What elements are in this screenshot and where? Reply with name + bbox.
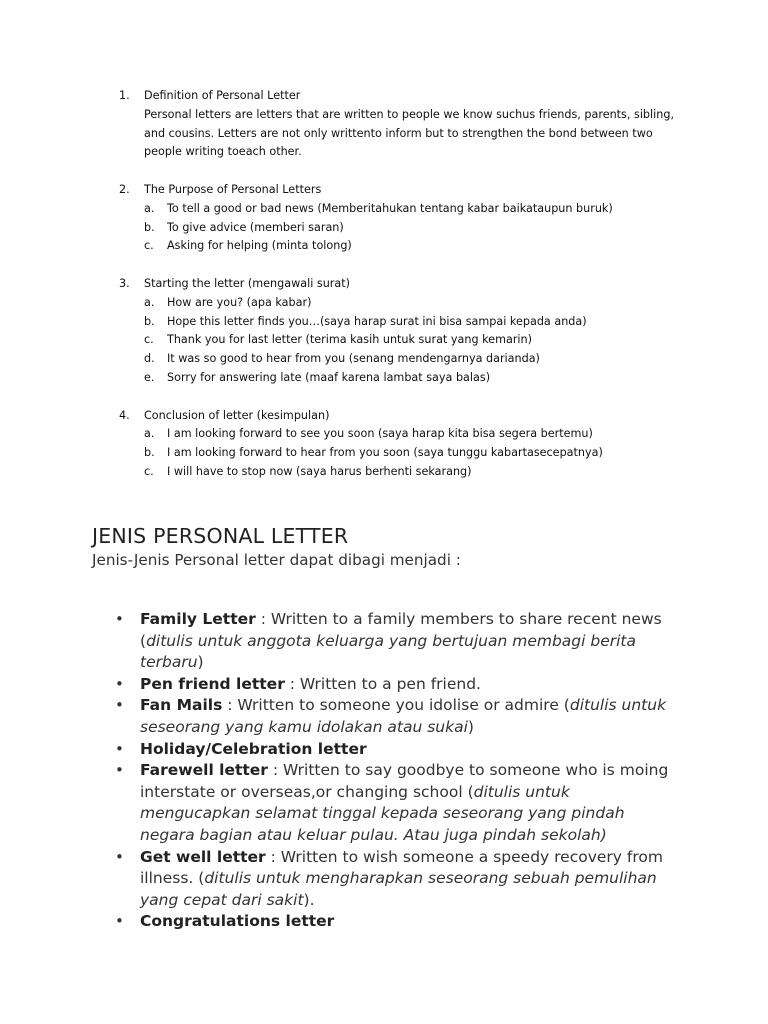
section-number: 2. <box>119 182 130 196</box>
list-item <box>144 237 679 256</box>
item-text: I am looking forward to see you soon (saya harap kita bisa segera bertemu) <box>167 427 593 441</box>
list-item <box>144 313 679 332</box>
list-item <box>144 350 679 369</box>
item-letter: a. <box>144 427 155 441</box>
section-starting <box>119 275 679 388</box>
bullet-label: Pen friend letter <box>140 674 285 693</box>
item-letter: c. <box>144 333 154 347</box>
bullet-desc: : Written to someone you idolise or admire ( <box>222 696 570 715</box>
bullet-end: ) <box>467 717 474 736</box>
bullet-icon: • <box>115 610 124 628</box>
section-heading: Definition of Personal Letter <box>144 89 301 102</box>
item-letter: e. <box>144 370 155 384</box>
item-text: I am looking forward to hear from you soon (saya tunggu kabartasecepatnya) <box>167 446 603 460</box>
list-item <box>144 200 679 219</box>
item-text: To give advice (memberi saran) <box>167 220 344 234</box>
section-number: 4. <box>119 408 130 422</box>
bullet-item-farewell-letter <box>113 760 673 846</box>
bullet-icon: • <box>115 696 124 715</box>
bullet-end: ) <box>197 653 204 672</box>
item-text: Asking for helping (minta tolong) <box>167 239 352 253</box>
item-text: Hope this letter finds you…(saya harap surat ini bisa sampai kepada anda) <box>167 314 587 328</box>
bullet-icon: • <box>115 674 124 693</box>
item-letter: b. <box>144 314 155 328</box>
item-letter: c. <box>144 239 154 253</box>
item-text: To tell a good or bad news (Memberitahukan tentang kabar baikataupun buruk) <box>167 201 613 215</box>
bullet-desc: : Written to a family members to share recent news ( <box>140 610 662 650</box>
item-text: How are you? (apa kabar) <box>167 295 312 309</box>
bullet-label: Get well letter <box>140 847 266 866</box>
page-subtitle: Jenis-Jenis Personal letter dapat dibagi menjadi : <box>92 551 461 569</box>
item-text: Sorry for answering late (maaf karena lambat saya balas) <box>167 370 491 384</box>
list-item <box>144 444 679 463</box>
bullet-label: Fan Mails <box>140 696 223 715</box>
section-body: Personal letters are letters that are written to people we know suchus friends, parents, sibling, and cousins. Letters are not only writtento inform but to strengthen the bond between two people writing toeach other. <box>144 107 674 159</box>
section-number: 3. <box>119 276 130 290</box>
bullet-italic: ditulis untuk seseorang yang kamu idolakan atau sukai <box>140 696 667 736</box>
section-purpose <box>119 181 679 256</box>
section-heading: The Purpose of Personal Letters <box>144 182 322 196</box>
numbered-list <box>119 87 679 501</box>
item-text: It was so good to hear from you (senang mendengarnya darianda) <box>167 352 540 366</box>
item-letter: a. <box>144 201 155 215</box>
bullet-icon: • <box>115 847 124 866</box>
bullet-item-pen-friend-letter <box>113 674 673 696</box>
bullet-item-family-letter <box>113 609 673 674</box>
section-heading: Conclusion of letter (kesimpulan) <box>144 408 330 422</box>
list-item <box>144 369 679 388</box>
item-letter: c. <box>144 464 154 478</box>
bullet-italic: ditulis untuk mengharapkan seseorang sebuah pemulihan yang cepat dari sakit <box>140 869 657 909</box>
item-letter: a. <box>144 295 155 309</box>
bullet-item-holiday-letter <box>113 739 673 761</box>
section-conclusion <box>119 407 679 482</box>
list-item <box>144 463 679 482</box>
bullet-icon: • <box>115 739 124 758</box>
bullet-label: Farewell letter <box>140 761 268 780</box>
bullet-italic: ditulis untuk mengucapkan selamat tinggal kepada seseorang yang pindah negara bagian atau keluar pulau. Atau juga pindah sekolah) <box>140 782 625 844</box>
item-letter: d. <box>144 352 155 366</box>
bullet-item-congratulations-letter <box>113 911 673 933</box>
item-text: Thank you for last letter (terima kasih untuk surat yang kemarin) <box>167 333 532 347</box>
bullet-end: ). <box>303 890 315 909</box>
bullet-label: Holiday/Celebration letter <box>140 739 367 758</box>
bullet-desc: : Written to say goodbye to someone who is moing interstate or overseas,or changing school ( <box>140 761 669 801</box>
list-item <box>144 425 679 444</box>
bullet-icon: • <box>115 761 124 780</box>
item-text: I will have to stop now (saya harus berhenti sekarang) <box>167 464 472 478</box>
bullet-item-get-well-letter <box>113 847 673 912</box>
section-heading: Starting the letter (mengawali surat) <box>144 276 351 290</box>
bullet-item-fan-mails <box>113 695 673 738</box>
bullet-label: Congratulations letter <box>140 912 335 931</box>
section-number: 1. <box>119 89 130 102</box>
item-letter: b. <box>144 220 155 234</box>
page-title: JENIS PERSONAL LETTER <box>92 524 349 548</box>
bullet-list <box>113 609 673 933</box>
list-item <box>144 219 679 238</box>
bullet-italic: ditulis untuk anggota keluarga yang bertujuan membagi berita terbaru <box>140 631 637 672</box>
list-item <box>144 294 679 313</box>
bullet-icon: • <box>115 912 124 931</box>
bullet-desc: : Written to a pen friend. <box>284 674 481 693</box>
bullet-label: Family Letter <box>140 610 256 628</box>
bullet-desc: : Written to wish someone a speedy recovery from illness. ( <box>140 847 663 888</box>
item-letter: b. <box>144 446 155 460</box>
list-item <box>144 331 679 350</box>
section-definition <box>119 87 679 162</box>
